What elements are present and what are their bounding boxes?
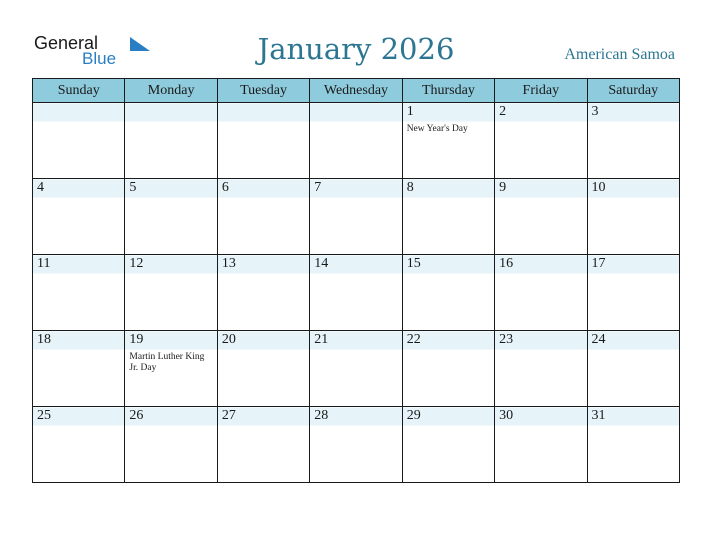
day-number: 14 (314, 256, 329, 271)
day-cell (310, 103, 402, 179)
day-number: 13 (221, 256, 236, 271)
weekday-header: Monday (125, 79, 217, 103)
weekday-header: Sunday (33, 79, 125, 103)
day-cell (125, 103, 217, 179)
day-cell (495, 179, 587, 255)
weekday-header: Friday (495, 79, 587, 103)
day-number: 11 (37, 256, 51, 271)
day-cell (310, 179, 402, 255)
weekday-header: Saturday (587, 79, 679, 103)
calendar-body (33, 103, 680, 483)
day-number: 30 (499, 408, 514, 423)
day-number (125, 103, 216, 121)
day-cell (402, 407, 494, 483)
day-cell (587, 255, 679, 331)
day-cell (495, 407, 587, 483)
logo-general-text: General (34, 33, 99, 53)
region-label: American Samoa (564, 46, 675, 63)
day-cell (125, 179, 217, 255)
day-cell (33, 255, 125, 331)
day-number: 12 (129, 256, 144, 271)
day-cell (495, 103, 587, 179)
day-cell (33, 407, 125, 483)
day-number: 27 (221, 408, 236, 423)
day-cell (125, 331, 217, 407)
day-cell (587, 331, 679, 407)
week-row (33, 331, 680, 407)
day-number: 31 (591, 408, 606, 423)
week-row (33, 255, 680, 331)
calendar-grid (32, 78, 680, 483)
day-cell (495, 331, 587, 407)
weekday-header: Wednesday (310, 79, 402, 103)
day-cell (587, 103, 679, 179)
day-number (310, 103, 401, 121)
week-row (33, 179, 680, 255)
day-cell (33, 179, 125, 255)
holiday-label: Martin Luther King Jr. Day (129, 352, 205, 373)
day-number: 2 (499, 104, 507, 119)
weekday-header: Tuesday (217, 79, 309, 103)
day-cell (217, 407, 309, 483)
day-cell (217, 179, 309, 255)
page-title: January 2026 (257, 32, 455, 66)
day-number: 18 (37, 332, 51, 347)
day-cell (587, 407, 679, 483)
day-number: 24 (591, 332, 606, 347)
day-cell (310, 255, 402, 331)
day-number: 5 (129, 180, 137, 195)
day-number: 10 (591, 180, 606, 195)
holiday-label: New Year's Day (406, 124, 468, 134)
day-number: 9 (499, 180, 507, 195)
day-number: 26 (129, 408, 144, 423)
day-number: 6 (221, 180, 229, 195)
day-cell (33, 103, 125, 179)
day-number: 22 (406, 332, 421, 347)
day-number: 29 (406, 408, 421, 423)
day-cell (402, 331, 494, 407)
logo-blue-text: Blue (82, 49, 117, 68)
day-number: 25 (37, 408, 51, 423)
day-number: 19 (129, 332, 144, 347)
day-cell (217, 331, 309, 407)
day-number: 4 (37, 180, 44, 195)
day-number: 21 (314, 332, 329, 347)
day-number: 7 (314, 180, 322, 195)
week-row (33, 103, 680, 179)
day-number: 16 (499, 256, 514, 271)
day-number: 17 (591, 256, 606, 271)
day-cell (33, 331, 125, 407)
day-cell (310, 407, 402, 483)
day-number: 8 (406, 180, 414, 195)
day-number: 20 (221, 332, 236, 347)
day-number: 1 (406, 104, 414, 119)
day-number: 28 (314, 408, 329, 423)
day-cell (217, 255, 309, 331)
day-cell (310, 331, 402, 407)
day-cell (125, 407, 217, 483)
day-cell (402, 179, 494, 255)
weekday-header-row (33, 79, 680, 103)
day-cell (125, 255, 217, 331)
day-number: 15 (406, 256, 421, 271)
day-number (218, 103, 309, 121)
day-number: 3 (591, 104, 599, 119)
day-cell (402, 103, 494, 179)
day-number (33, 103, 124, 121)
day-cell (217, 103, 309, 179)
day-cell (495, 255, 587, 331)
day-cell (587, 179, 679, 255)
day-cell (402, 255, 494, 331)
weekday-header: Thursday (402, 79, 494, 103)
week-row (33, 407, 680, 483)
day-number: 23 (499, 332, 514, 347)
